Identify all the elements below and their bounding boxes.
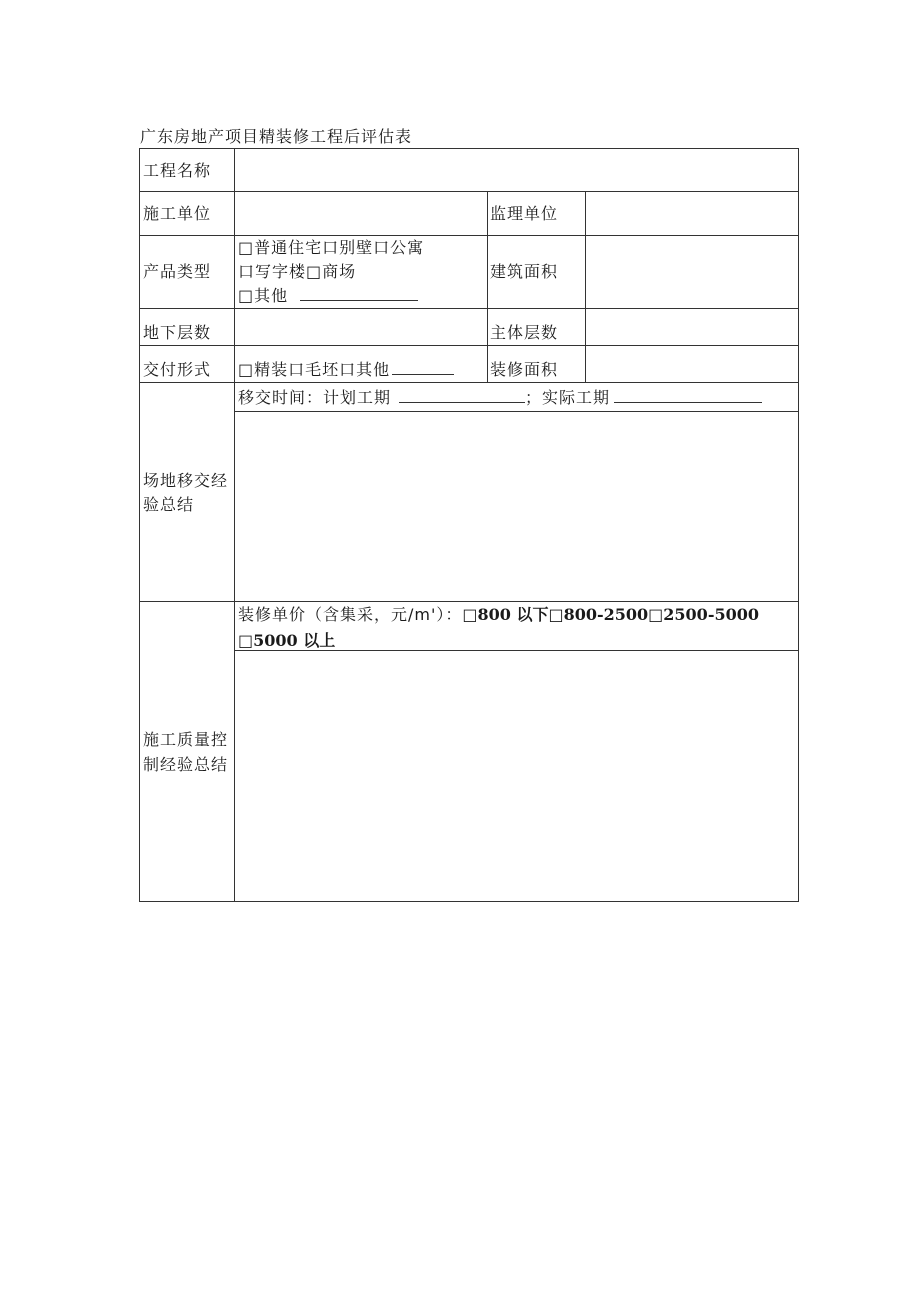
row-divider [139, 601, 799, 602]
supervision-unit-field[interactable] [587, 193, 797, 234]
construction-unit-label: 施工单位 [143, 204, 212, 223]
delivery-form-option-text[interactable]: □精装口毛坯口其他 [238, 360, 391, 379]
product-type-options-line1[interactable]: □普通住宅口别壁口公寓 [238, 238, 425, 257]
building-area-label: 建筑面积 [490, 262, 559, 281]
quality-control-label-line1: 施工质量控 [143, 730, 229, 749]
product-type-options-line3[interactable] [238, 284, 418, 308]
handover-time-line[interactable] [238, 386, 762, 410]
label-column-divider [234, 148, 235, 902]
delivery-form-other-blank[interactable] [392, 358, 454, 375]
unit-price-label: 装修单价（含集采，元/m'）： [238, 605, 463, 624]
building-area-field[interactable] [587, 237, 797, 307]
form-title: 广东房地产项目精装修工程后评估表 [140, 127, 413, 146]
project-name-field[interactable] [236, 150, 796, 190]
row-divider [139, 345, 799, 346]
construction-unit-field[interactable] [236, 193, 486, 234]
main-floors-label: 主体层数 [490, 323, 559, 342]
row-divider [235, 411, 799, 412]
planned-period-blank[interactable] [399, 386, 525, 403]
site-handover-label-line1: 场地移交经 [143, 471, 229, 490]
site-handover-label-line2: 验总结 [143, 495, 195, 514]
column-divider [487, 191, 488, 382]
table-border-top [139, 148, 799, 149]
row-divider [139, 308, 799, 309]
project-name-label: 工程名称 [143, 161, 212, 180]
actual-period-label: ；实际工期 [525, 388, 611, 407]
underground-floors-field[interactable] [236, 310, 486, 344]
product-type-label: 产品类型 [143, 262, 212, 281]
underground-floors-label: 地下层数 [143, 323, 212, 342]
product-type-other-blank[interactable] [300, 284, 418, 301]
handover-time-label: 移交时间：计划工期 [238, 388, 392, 407]
table-border-right [798, 148, 799, 902]
decoration-area-field[interactable] [587, 347, 797, 381]
table-border-left [139, 148, 140, 902]
quality-control-label-line2: 制经验总结 [143, 755, 229, 774]
delivery-form-options[interactable] [238, 358, 454, 382]
table-border-bottom [139, 901, 799, 902]
unit-price-line2[interactable]: □5000 以上 [238, 631, 336, 650]
site-handover-summary-area[interactable] [236, 413, 796, 600]
row-divider [139, 382, 799, 383]
product-type-options-line2[interactable]: 口写字楼□商场 [238, 262, 357, 281]
unit-price-options[interactable]: □800 以下□800-2500□2500-5000 [462, 605, 759, 624]
evaluation-form-table [139, 148, 799, 902]
row-divider [139, 191, 799, 192]
unit-price-line1[interactable] [238, 603, 759, 627]
delivery-form-label: 交付形式 [143, 360, 212, 379]
supervision-unit-label: 监理单位 [490, 204, 559, 223]
main-floors-field[interactable] [587, 310, 797, 344]
product-type-other-option[interactable]: □其他 [238, 286, 289, 305]
column-divider [585, 191, 586, 382]
decoration-area-label: 装修面积 [490, 360, 559, 379]
quality-control-summary-area[interactable] [236, 652, 796, 900]
actual-period-blank[interactable] [614, 386, 762, 403]
